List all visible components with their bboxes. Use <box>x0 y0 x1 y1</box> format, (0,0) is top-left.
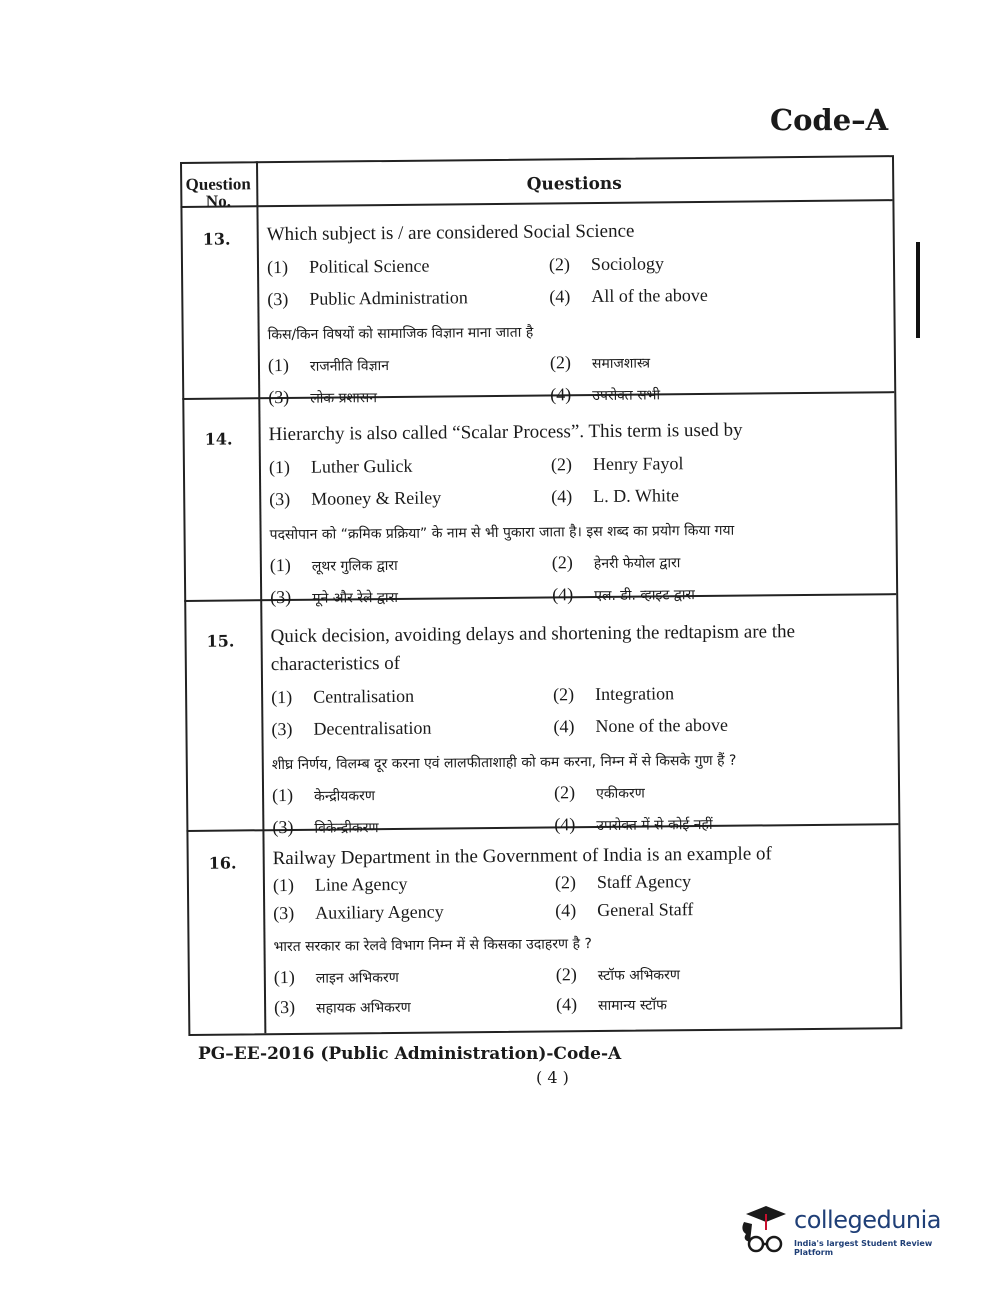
option-text: राजनीति विज्ञान <box>309 358 390 375</box>
option-number: (4) <box>556 994 578 1015</box>
option-3-hi <box>270 586 398 608</box>
option-text: Luther Gulick <box>310 455 413 477</box>
question-text-en: Hierarchy is also called “Scalar Process”. This term is used by <box>268 419 743 446</box>
option-text: केन्द्रीयकरण <box>314 788 376 805</box>
option-text: हेनरी फेयोल द्वारा <box>593 555 681 573</box>
option-text: एल. डी. व्हाइट द्वारा <box>594 587 695 605</box>
question-number: 16. <box>208 853 237 873</box>
margin-mark <box>916 242 920 338</box>
option-number: (2) <box>555 964 577 985</box>
question-text-en: Railway Department in the Government of India is an example of <box>272 843 772 870</box>
option-text: उपरोक्त में से कोई नहीं <box>596 816 713 835</box>
option-text: All of the above <box>591 284 708 307</box>
option-text: लूथर गुलिक द्वारा <box>311 557 398 575</box>
option-number: (1) <box>273 966 295 988</box>
option-1-en <box>267 256 430 279</box>
option-1-en <box>273 874 408 896</box>
question-number: 15. <box>206 631 235 651</box>
option-text: मूने और रेले द्वारा <box>312 589 399 607</box>
option-number: (1) <box>266 256 289 278</box>
option-1-hi <box>274 966 399 988</box>
option-3-hi <box>268 386 377 408</box>
option-4-en <box>555 899 693 921</box>
option-number: (3) <box>270 586 292 608</box>
option-text: समाजशास्त्र <box>591 355 651 373</box>
option-text: Centralisation <box>313 685 415 707</box>
logo-wordmark: collegedunia <box>794 1206 942 1234</box>
option-4-hi <box>556 993 667 1015</box>
option-text: Political Science <box>308 255 430 277</box>
option-3-en <box>267 287 468 310</box>
option-3-hi <box>272 816 378 838</box>
option-text: None of the above <box>595 714 728 737</box>
question-text-en: Which subject is / are considered Social Science <box>266 220 635 246</box>
option-text: Staff Agency <box>596 871 692 893</box>
option-1-hi <box>268 354 389 376</box>
option-number: (3) <box>267 288 289 310</box>
option-4-hi <box>552 583 695 605</box>
option-3-en <box>269 488 441 511</box>
header-question-no: Question No. <box>185 174 251 211</box>
option-text: Auxiliary Agency <box>315 901 444 923</box>
option-text: Public Administration <box>309 287 468 309</box>
option-number: (3) <box>269 488 291 510</box>
option-number: (4) <box>549 286 571 307</box>
option-number: (2) <box>548 254 571 275</box>
option-2-en <box>555 871 691 893</box>
code-label: Code–A <box>770 103 889 137</box>
option-4-en <box>549 285 708 308</box>
option-text: Decentralisation <box>313 717 432 739</box>
question-text-hi: शीघ्र निर्णय, विलम्ब दूर करना एवं लालफीताशाही को कम करना, निम्न में से किसके गुण हैं ? <box>271 752 737 774</box>
option-text: विकेन्द्रीकरण <box>314 820 379 837</box>
question-number: 14. <box>204 429 233 449</box>
option-number: (2) <box>549 352 572 373</box>
option-number: (3) <box>268 386 290 408</box>
option-text: उपरोक्त सभी <box>592 387 661 405</box>
option-text: Mooney & Reiley <box>311 487 442 509</box>
option-text: लाइन अभिकरण <box>315 969 399 987</box>
option-number: (1) <box>267 354 290 376</box>
option-2-hi <box>554 782 645 804</box>
option-number: (3) <box>272 816 294 838</box>
option-number: (1) <box>268 456 291 478</box>
option-1-en <box>271 686 414 708</box>
option-number: (1) <box>269 554 291 576</box>
option-text: लोक प्रशासन <box>310 390 378 407</box>
option-4-hi <box>550 383 660 405</box>
option-2-hi <box>550 351 650 373</box>
option-number: (4) <box>552 584 574 605</box>
option-number: (4) <box>554 814 576 835</box>
option-1-hi <box>270 554 398 576</box>
option-text: Integration <box>595 683 675 705</box>
option-4-en <box>551 485 679 507</box>
option-number: (2) <box>553 684 575 705</box>
option-number: (4) <box>555 900 577 921</box>
questions-table <box>180 155 900 1034</box>
option-2-en <box>551 453 684 475</box>
option-number: (1) <box>272 874 295 896</box>
option-number: (3) <box>274 996 296 1018</box>
option-number: (2) <box>553 782 576 803</box>
option-number: (1) <box>271 784 294 806</box>
question-text-en: Quick decision, avoiding delays and shortening the redtapism are the characteristics of <box>270 621 796 676</box>
question-text-hi: पदसोपान को “क्रमिक प्रक्रिया” के नाम से भी पुकारा जाता है। इस शब्द का प्रयोग किया गया <box>269 522 735 544</box>
option-text: एकीकरण <box>596 785 645 803</box>
option-1-hi <box>272 784 375 806</box>
header-questions: Questions <box>526 173 622 195</box>
logo-tagline: India's largest Student Review Platform <box>794 1239 933 1257</box>
option-1-en <box>269 456 413 478</box>
footer-exam-code: PG–EE-2016 (Public Administration)-Code-A <box>198 1044 622 1064</box>
option-number: (2) <box>554 872 577 893</box>
option-3-en <box>271 718 431 741</box>
collegedunia-logo <box>736 1196 966 1266</box>
option-number: (1) <box>271 686 293 708</box>
option-number: (3) <box>273 902 295 924</box>
option-text: सामान्य स्टॉफ <box>598 997 667 1015</box>
option-3-hi <box>274 996 411 1018</box>
option-2-en <box>553 683 674 705</box>
option-number: (2) <box>551 552 573 573</box>
option-4-en <box>553 715 728 738</box>
option-number: (4) <box>551 486 573 507</box>
option-number: (4) <box>553 716 575 737</box>
option-2-en <box>549 253 664 275</box>
question-text-hi: भारत सरकार का रेलवे विभाग निम्न में से किसका उदाहरण है ? <box>273 936 592 956</box>
option-text: स्टॉफ अभिकरण <box>597 967 681 985</box>
option-3-en <box>273 902 444 925</box>
option-number: (2) <box>550 454 573 475</box>
question-number: 13. <box>202 229 231 249</box>
question-text-hi: किस/किन विषयों को सामाजिक विज्ञान माना जाता है <box>267 324 534 344</box>
option-text: सहायक अभिकरण <box>316 999 411 1017</box>
option-4-hi <box>554 813 712 836</box>
option-text: Sociology <box>590 253 665 275</box>
option-text: Line Agency <box>314 873 408 895</box>
option-2-hi <box>556 963 680 985</box>
mascot-icon <box>736 1200 792 1260</box>
option-number: (3) <box>271 718 293 740</box>
option-number: (4) <box>550 384 572 405</box>
option-text: Henry Fayol <box>592 453 684 475</box>
option-text: L. D. White <box>593 485 679 507</box>
page-number: ( 4 ) <box>536 1068 569 1087</box>
option-text: General Staff <box>597 899 694 921</box>
option-2-hi <box>552 551 681 573</box>
